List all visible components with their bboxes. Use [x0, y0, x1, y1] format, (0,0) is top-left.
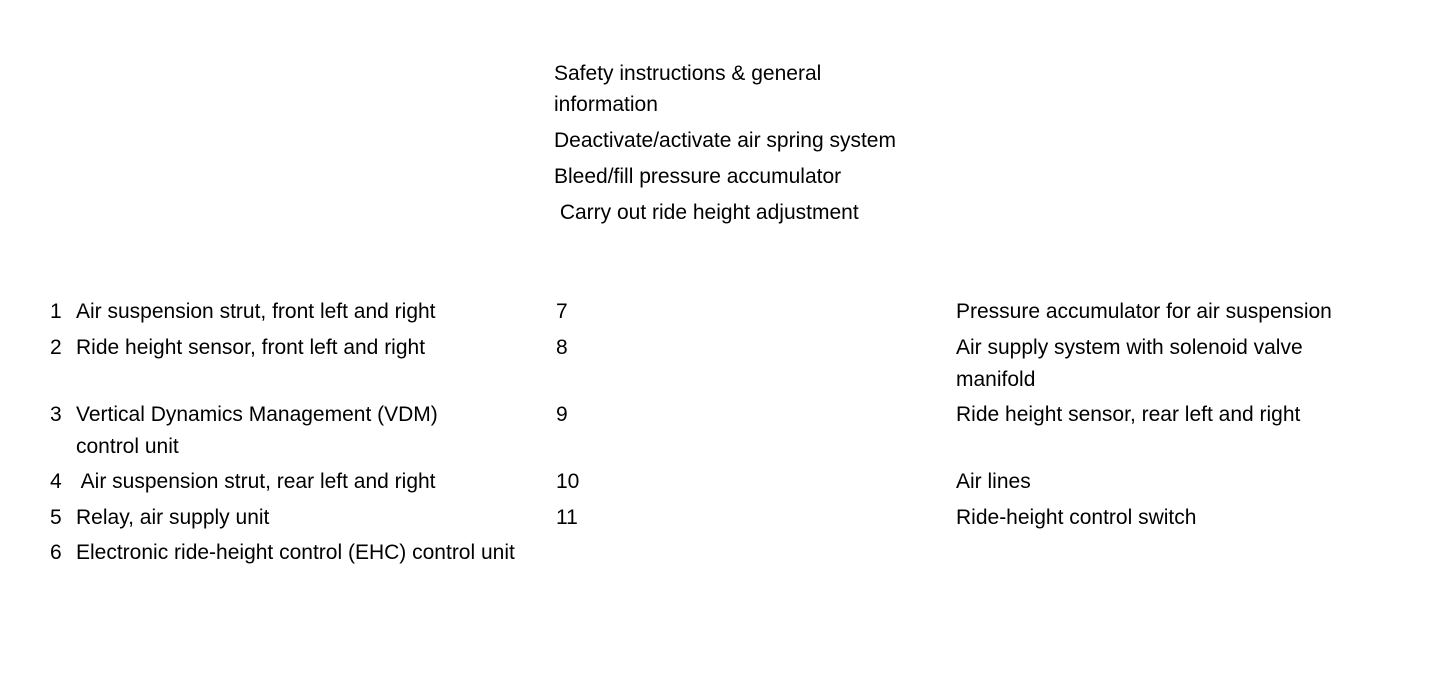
- legend-number: 8: [556, 336, 568, 359]
- legend-number: 2: [50, 336, 62, 359]
- link-ride-height-adjustment[interactable]: Carry out ride height adjustment: [554, 201, 859, 224]
- legend-label: Air suspension strut, front left and right: [76, 300, 436, 323]
- legend-number: 3: [50, 403, 62, 426]
- legend-number: 1: [50, 300, 62, 323]
- legend-label: Electronic ride-height control (EHC) control unit: [76, 541, 515, 564]
- link-safety-instructions[interactable]: Safety instructions & general information: [554, 62, 822, 116]
- legend-label: Ride height sensor, rear left and right: [956, 403, 1301, 426]
- legend-number: 11: [556, 506, 578, 529]
- legend-label: Relay, air supply unit: [76, 506, 270, 529]
- link-bleed-fill-accumulator[interactable]: Bleed/fill pressure accumulator: [554, 165, 842, 188]
- legend-number: 6: [50, 541, 62, 564]
- legend-label: Ride-height control switch: [956, 506, 1197, 529]
- legend-label: Air lines: [956, 470, 1031, 493]
- legend-label: Pressure accumulator for air suspension: [956, 300, 1332, 323]
- legend-number: 5: [50, 506, 62, 529]
- link-deactivate-air-spring[interactable]: Deactivate/activate air spring system: [554, 129, 896, 152]
- legend-number: 4: [50, 470, 62, 493]
- legend-label: Air suspension strut, rear left and right: [76, 470, 436, 493]
- legend-label: Ride height sensor, front left and right: [76, 336, 426, 359]
- legend-number: 10: [556, 470, 580, 493]
- legend-number: 9: [556, 403, 568, 426]
- legend-number: 7: [556, 300, 568, 323]
- legend-label: Air supply system with solenoid valve manifold: [956, 336, 1303, 391]
- legend-label: Vertical Dynamics Management (VDM) control unit: [76, 403, 438, 458]
